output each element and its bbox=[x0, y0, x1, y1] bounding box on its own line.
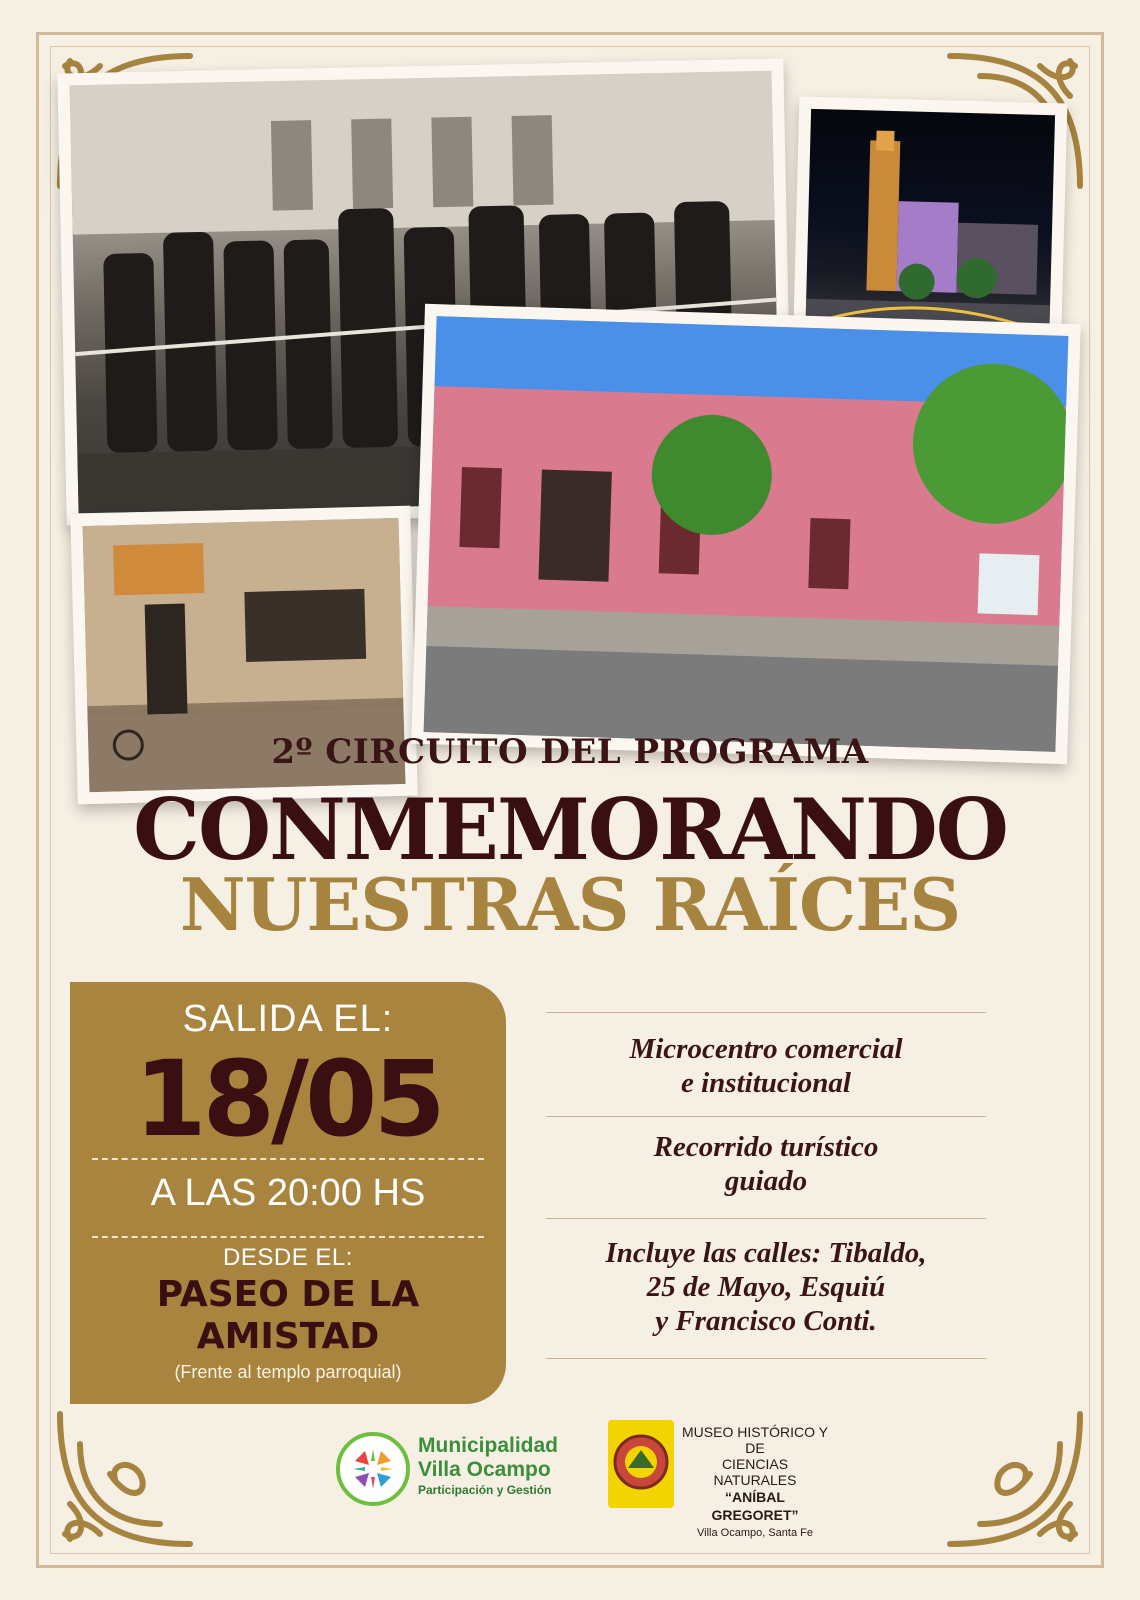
museo-logo bbox=[608, 1420, 828, 1539]
origin-label: DESDE EL: bbox=[223, 1244, 353, 1271]
divider-line bbox=[546, 1116, 986, 1117]
municipalidad-text bbox=[418, 1434, 588, 1498]
museo-location: Villa Ocampo, Santa Fe bbox=[697, 1527, 813, 1539]
corner-ornament-icon bbox=[40, 1404, 200, 1564]
program-title-main: CONMEMORANDO bbox=[133, 780, 1007, 879]
pink-building-photo bbox=[411, 304, 1080, 764]
meeting-place-note: (Frente al templo parroquial) bbox=[174, 1362, 402, 1382]
detail-text: y Francisco Conti. bbox=[655, 1305, 877, 1337]
detail-text: e institucional bbox=[680, 1067, 851, 1099]
detail-text: Microcentro comercial bbox=[629, 1033, 903, 1065]
museo-emblem-icon bbox=[608, 1420, 674, 1508]
divider-line bbox=[546, 1218, 986, 1219]
meeting-place-line1: PASEO DE LA bbox=[156, 1274, 420, 1315]
museo-name-line1: MUSEO HISTÓRICO Y DE bbox=[682, 1424, 828, 1456]
museo-honoree: “ANÍBAL GREGORET” bbox=[711, 1489, 799, 1523]
museo-name-line2: CIENCIAS NATURALES bbox=[713, 1456, 797, 1488]
corner-ornament-icon bbox=[940, 1404, 1100, 1564]
departure-label: SALIDA EL: bbox=[182, 998, 394, 1040]
program-subtitle: 2º CIRCUITO DEL PROGRAMA bbox=[271, 732, 869, 772]
detail-text: Incluye las calles: Tibaldo, bbox=[605, 1237, 927, 1269]
municipalidad-logo bbox=[336, 1430, 576, 1510]
municipalidad-name: Municipalidad bbox=[418, 1434, 559, 1457]
detail-item bbox=[546, 1032, 986, 1100]
detail-text: guiado bbox=[724, 1165, 808, 1197]
detail-text: Recorrido turístico bbox=[653, 1131, 879, 1163]
dashed-divider bbox=[92, 1158, 484, 1160]
detail-text: 25 de Mayo, Esquiú bbox=[646, 1271, 886, 1303]
municipalidad-slogan: Participación y Gestión bbox=[418, 1483, 552, 1497]
meeting-place bbox=[70, 1274, 506, 1358]
municipalidad-city: Villa Ocampo bbox=[418, 1458, 551, 1481]
divider-line bbox=[546, 1012, 986, 1013]
dashed-divider bbox=[92, 1236, 484, 1238]
divider-line bbox=[546, 1358, 986, 1359]
event-time: A LAS 20:00 HS bbox=[150, 1172, 426, 1214]
detail-item bbox=[546, 1236, 986, 1338]
museo-text bbox=[680, 1424, 830, 1542]
meeting-place-line2: AMISTAD bbox=[196, 1316, 380, 1357]
detail-item bbox=[546, 1130, 986, 1198]
event-date: 18/05 bbox=[134, 1038, 442, 1160]
event-info-panel bbox=[70, 982, 506, 1404]
municipalidad-emblem-icon bbox=[336, 1432, 410, 1506]
program-title-secondary: NUESTRAS RAÍCES bbox=[179, 862, 961, 947]
